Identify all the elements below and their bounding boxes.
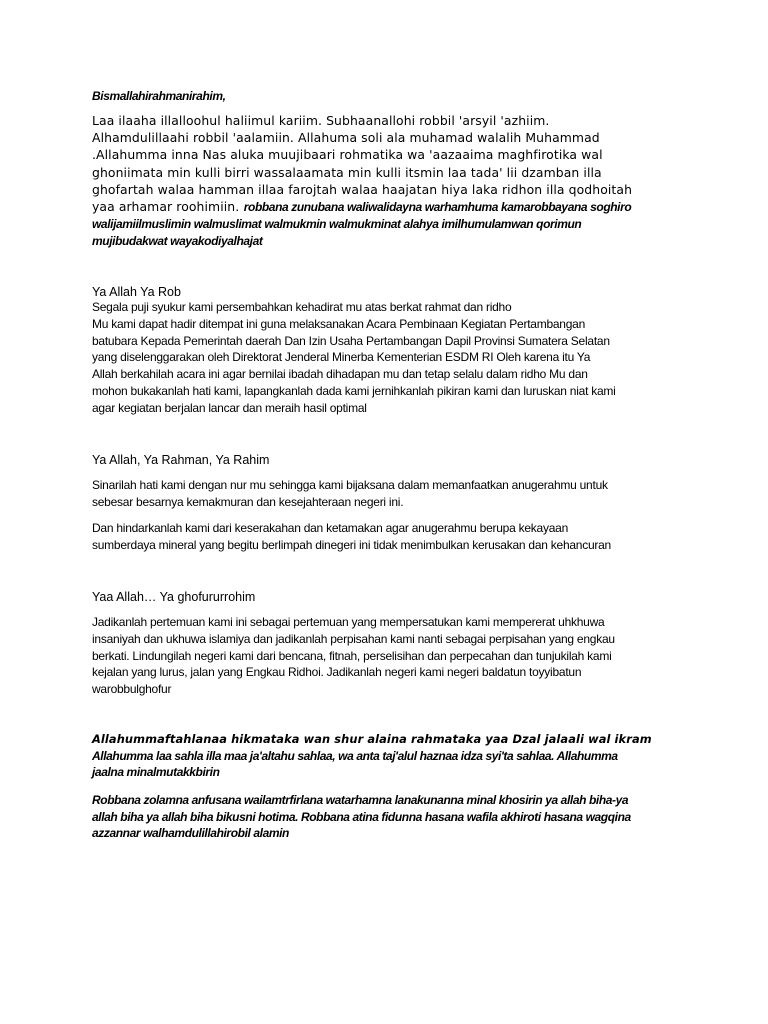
arabic-intro-line: ghoniimata min kulli birri wassalaamata min kulli itsmin laa tada' lii dzamban illa	[92, 164, 602, 180]
section3-heading	[92, 589, 682, 605]
section3-line: warobbulghofur	[92, 682, 172, 697]
robbana-cont-line: mujibudakwat wayakodiyalhajat	[92, 233, 263, 248]
section1-line: yang diselenggarakan oleh Direktorat Jenderal Minerba Kementerian ESDM RI Oleh karena itu Ya	[92, 350, 591, 365]
arabic-intro-line: ghofartah walaa hamman illaa farojtah walaa haajatan hiya laka ridhon illa qodhoitah	[92, 181, 633, 197]
section1-paragraph	[92, 299, 682, 417]
section2-paragraph1	[92, 477, 682, 511]
arabic-intro-line: Alhamdulillaahi robbil 'aalamiin. Allahuma soli ala muhamad walalih Muhammad	[92, 130, 600, 146]
section2-paragraph2	[92, 520, 682, 554]
closing-para2-line: Robbana zolamna anfusana wailamtrfirlana watarhamna lanakunanna minal khosirin ya allah biha-ya	[92, 793, 629, 807]
section1-line: Mu kami dapat hadir ditempat ini guna melaksanakan Acara Pembinaan Kegiatan Pertambangan	[92, 316, 585, 331]
section3-line: insaniyah dan ukhuwa islamiya dan jadikanlah perpisahan kami nanti sebagai perpisahan yang engkau	[92, 631, 615, 646]
section2-heading	[92, 452, 682, 468]
section1-line: agar kegiatan berjalan lancar dan meraih hasil optimal	[92, 400, 367, 415]
arabic-intro-paragraph	[92, 112, 682, 249]
closing-para1-line: jaalna minalmutakkbirin	[92, 765, 220, 779]
opening-text: Bismallahirahmanirahim,	[92, 89, 226, 103]
section3-line: Jadikanlah pertemuan kami ini sebagai pertemuan yang mempersatukan kami mempererat uhkhuwa	[92, 615, 605, 629]
robbana-cont-line: walijamiilmuslimin walmuslimat walmukmin walmukminat alahya imilhumulamwan qorimun	[92, 217, 582, 232]
section3-line: berkati. Lindungilah negeri kami dari bencana, fitnah, perselisihan dan perpecahan dan tunjukilah kami	[92, 648, 612, 663]
arabic-intro-line: .Allahumma inna Nas aluka muujibaari rohmatika wa 'aazaaima maghfirotika wal	[92, 147, 603, 163]
section2-heading-text: Ya Allah, Ya Rahman, Ya Rahim	[92, 453, 270, 467]
section3-line: kejalan yang lurus, jalan yang Engkau Ridhoi. Jadikanlah negeri kami negeri baldatun toyyibatun	[92, 665, 582, 680]
opening-line	[92, 88, 682, 105]
section1-line: Allah berkahilah acara ini agar bernilai ibadah dihadapan mu dan tetap selalu dalam ridho Mu dan	[92, 367, 588, 382]
arabic-intro-last-line	[92, 198, 682, 216]
closing-paragraph1	[92, 731, 682, 781]
section2-line: sumberdaya mineral yang begitu berlimpah dinegeri ini tidak menimbulkan kerusakan dan kehancuran	[92, 537, 611, 552]
arabic-intro-last: yaa arhamar roohimiin.	[92, 199, 240, 215]
closing-para1-line: Allahumma laa sahla illa maa ja'altahu sahlaa, wa anta taj'alul haznaa idza syi'ta sahlaa. Allahumma	[92, 748, 618, 763]
closing-para2-line: allah biha ya allah biha bikusni hotima. Robbana atina fidunna hasana wafila akhiroti hasana wagqina	[92, 809, 631, 824]
section2-line: sebesar besarnya kemakmuran dan kesejahteraan negeri ini.	[92, 494, 404, 509]
closing-para2-line: azzannar walhamdulillahirobil alamin	[92, 826, 289, 840]
section3-heading-text: Yaa Allah… Ya ghofururrohim	[92, 590, 256, 604]
arabic-intro-line: Laa ilaaha illalloohul haliimul kariim. Subhaanallohi robbil 'arsyil 'azhiim.	[92, 113, 550, 128]
section1-line: batubara Kepada Pemerintah daerah Dan Izin Usaha Pertambangan Dapil Provinsi Sumatera Selatan	[92, 333, 610, 348]
robbana-inline: robbana zunubana waliwalidayna warhamhuma kamarobbayana soghiro	[243, 200, 632, 215]
section1-line: Segala puji syukur kami persembahkan kehadirat mu atas berkat rahmat dan ridho	[92, 300, 512, 314]
section1-line: mohon bukakanlah hati kami, lapangkanlah dada kami jernihkanlah pikiran kami dan luruskan niat kami	[92, 383, 616, 398]
section1-heading	[92, 284, 682, 300]
section2-line: Dan hindarkanlah kami dari keserakahan dan ketamakan agar anugerahmu berupa kekayaan	[92, 521, 568, 535]
closing-paragraph2	[92, 792, 682, 842]
section2-line: Sinarilah hati kami dengan nur mu sehingga kami bijaksana dalam memanfaatkan anugerahmu untuk	[92, 478, 608, 492]
section1-heading-text: Ya Allah Ya Rob	[92, 285, 181, 299]
closing-line1: Allahummaftahlanaa hikmataka wan shur alaina rahmataka yaa Dzal jalaali wal ikram	[92, 732, 652, 746]
section3-paragraph	[92, 614, 682, 698]
